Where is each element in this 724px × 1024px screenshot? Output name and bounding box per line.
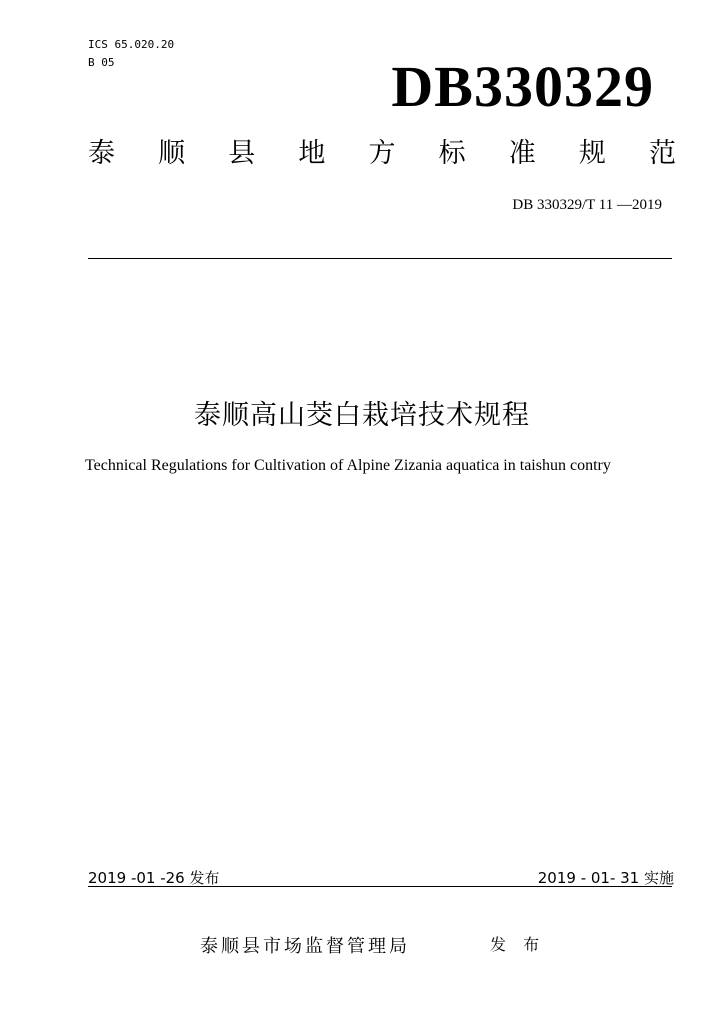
standard-type-char: 方: [368, 138, 396, 169]
standard-type-char: 泰: [88, 138, 115, 169]
standard-type-char: 县: [228, 138, 256, 169]
standard-type-heading: [88, 140, 676, 167]
implementation-date: 2019 - 01- 31 实施: [537, 869, 674, 887]
issue-date: 2019 -01 -26 发布: [88, 869, 220, 887]
standard-type-char: 地: [298, 138, 326, 169]
ics-code: ICS 65.020.20: [88, 38, 175, 51]
header-divider: [88, 258, 672, 259]
issuer-name: 泰顺县市场监督管理局: [200, 936, 410, 957]
standard-type-char: 规: [578, 138, 606, 169]
title-chinese: 泰顺高山茭白栽培技术规程: [194, 400, 530, 431]
ccs-code: B 05: [88, 56, 115, 69]
standard-type-char: 顺: [158, 138, 186, 169]
db-code-heading: DB330329: [391, 54, 654, 119]
standard-type-char: 标: [438, 138, 466, 169]
standard-number: DB 330329/T 11 —2019: [512, 197, 662, 213]
standard-type-char: 准: [508, 138, 536, 169]
issue-label: 发 布: [490, 935, 546, 954]
title-english: Technical Regulations for Cultivation of Alpine Zizania aquatica in taishun contry: [85, 457, 611, 474]
footer-divider: [88, 886, 672, 887]
standard-type-char: 范: [649, 138, 676, 169]
